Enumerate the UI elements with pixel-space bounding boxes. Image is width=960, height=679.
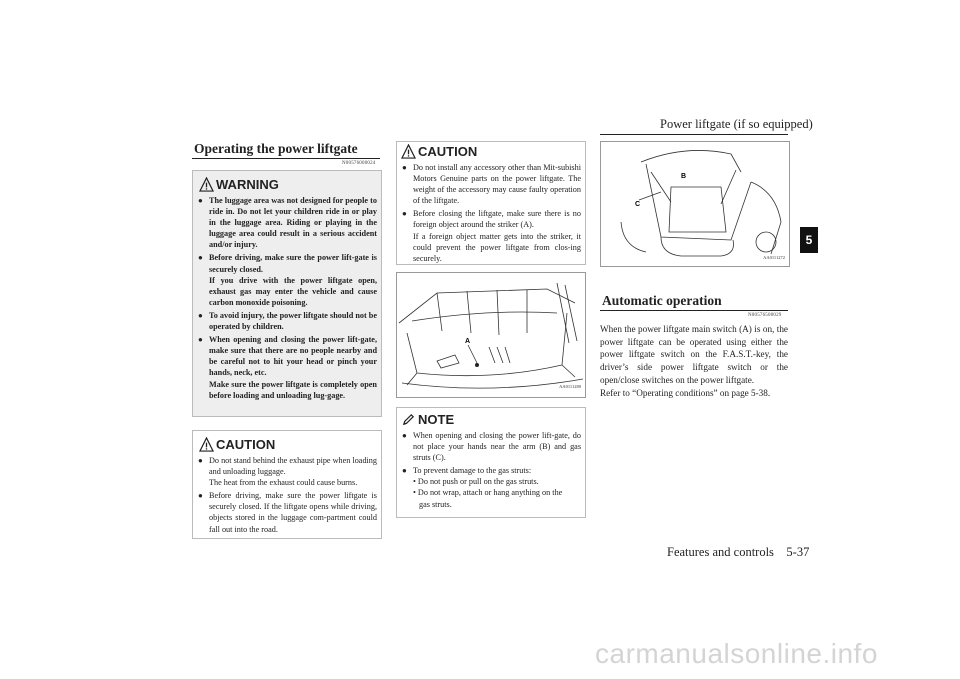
note-heading xyxy=(401,410,585,428)
figure-label-b: B xyxy=(681,173,687,180)
list-item: ● Before driving, make sure the power liftgate is securely closed. If the liftgate opens while driving, objects stored in the luggage com-partment could fall out into the road. xyxy=(198,491,377,534)
caution-box-left xyxy=(192,430,382,539)
warning-heading-text: WARNING xyxy=(216,176,279,192)
luggage-area-illustration xyxy=(397,273,585,397)
header-rule xyxy=(600,134,788,135)
bullet-icon: ● xyxy=(402,466,407,476)
list-item: ● The luggage area was not designed for people to ride in. Do not let your children ride in or play in the luggage area. Riding or playing in the luggage area could result in a serious accident and/or injury. xyxy=(198,196,377,250)
bullet-icon: ● xyxy=(402,431,407,440)
caution-icon xyxy=(401,144,416,159)
bullet-icon: ● xyxy=(402,163,407,172)
caution-heading xyxy=(199,435,381,453)
automatic-operation-paragraph xyxy=(600,323,788,399)
note-box xyxy=(396,407,586,518)
note-list xyxy=(397,430,585,510)
warning-box xyxy=(192,170,382,417)
section-code: N00576000024 xyxy=(342,161,376,166)
warning-heading xyxy=(199,175,381,193)
bullet-icon: ● xyxy=(198,196,203,205)
figure-code: AA0111272 xyxy=(763,255,785,260)
note-heading-text: NOTE xyxy=(418,411,455,427)
list-item: ● Do not install any accessory other than Mit-subishi Motors Genuine parts on the power liftgate. The weight of the accessory may cause faulty operation of the liftgate. xyxy=(402,163,581,206)
list-item: ● To avoid injury, the power liftgate should not be operated by children. xyxy=(198,310,377,332)
liftgate-figure xyxy=(600,141,790,267)
page-header-title: Power liftgate (if so equipped) xyxy=(660,117,813,131)
figure-label-a: A xyxy=(465,338,471,345)
list-item: ● When opening and closing the power lift-gate, make sure that there are no people nearby and be careful not to hit your head or pinch your hands, neck, etc. Make sure the power liftgate is completely open before loading and unloading lug-gage. xyxy=(198,335,377,400)
caution-list xyxy=(193,455,381,535)
watermark: carmanualsonline.info xyxy=(595,638,878,669)
warning-list xyxy=(193,195,381,401)
paragraph-text: When the power liftgate main switch (A) is on, the power liftgate can be operated using either the power liftgate switch on the F.A.S.T.-key, the driver’s side power liftgate switch or the open/close switches on the power liftgate. xyxy=(600,324,788,385)
striker-figure xyxy=(396,272,586,398)
caution-icon xyxy=(199,437,214,452)
chapter-tab: 5 xyxy=(800,227,818,253)
caution-heading xyxy=(401,142,585,160)
list-item: ● To prevent damage to the gas struts: • Do not push or pull on the gas struts. • Do not wrap, attach or hang anything on the gas struts. xyxy=(402,466,563,509)
caution-heading-text: CAUTION xyxy=(418,143,478,159)
bullet-icon: ● xyxy=(402,209,407,219)
list-item: ● Before closing the liftgate, make sure there is no foreign object around the striker (A). If a foreign object matter gets into the striker, it could prevent the power liftgate from clos-ing securely. xyxy=(402,209,581,263)
section-code: N00576500029 xyxy=(748,313,782,318)
open-liftgate-illustration xyxy=(601,142,789,266)
bullet-icon: ● xyxy=(198,335,203,345)
warning-icon xyxy=(199,177,214,192)
list-item: ● When opening and closing the power lift-gate, do not place your hands near the arm (B) and gas struts (C). xyxy=(402,431,581,463)
note-pencil-icon xyxy=(401,412,416,427)
bullet-icon: ● xyxy=(198,491,203,501)
figure-code: AA0111280 xyxy=(559,384,581,389)
section-rule xyxy=(192,158,380,159)
section-title-operating: Operating the power liftgate xyxy=(194,141,358,156)
list-item: ● Do not stand behind the exhaust pipe when loading and unloading luggage. The heat from the exhaust could cause burns. xyxy=(198,456,377,488)
bullet-icon: ● xyxy=(198,456,203,465)
section-title-automatic: Automatic operation xyxy=(602,293,722,308)
section-rule xyxy=(600,310,788,311)
list-item: ● Before driving, make sure the power lift-gate is securely closed. If you drive with the power liftgate open, exhaust gas may enter the vehicle and cause carbon monoxide poisoning. xyxy=(198,253,377,307)
figure-label-c: C xyxy=(635,201,641,208)
caution-box-middle xyxy=(396,141,586,265)
bullet-icon: ● xyxy=(198,253,203,263)
page-reference-link[interactable]: Refer to “Operating conditions” on page 5-38. xyxy=(600,387,771,398)
page-footer: Features and controls 5-37 xyxy=(667,545,810,559)
bullet-icon: ● xyxy=(198,310,203,320)
caution-heading-text: CAUTION xyxy=(216,436,276,452)
caution-list xyxy=(397,162,585,264)
